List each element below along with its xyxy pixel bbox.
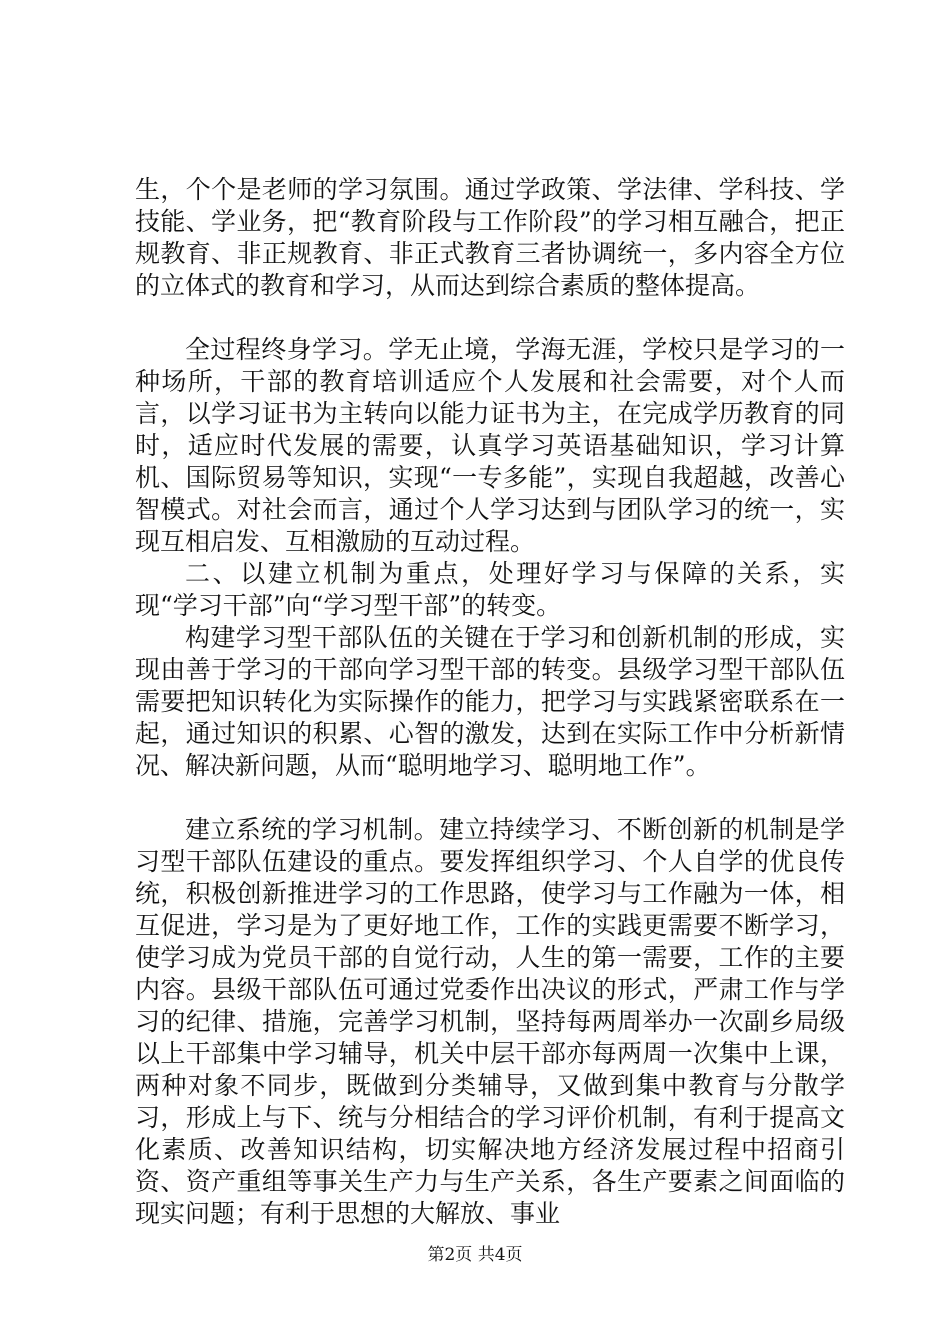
page-footer: 第2页 共4页 <box>427 1245 523 1265</box>
paragraph-continuation: 生，个个是老师的学习氛围。通过学政策、学法律、学科技、学技能、学业务，把“教育阶段与工作阶段”的学习相互融合，把正规教育、非正规教育、非正式教育三者协调统一，多内容全方位的立体式的教育和学习，从而达到综合素质的整体提高。 <box>135 175 845 300</box>
paragraph-lifelong-learning: 全过程终身学习。学无止境，学海无涯，学校只是学习的一种场所，干部的教育培训适应个人发展和社会需要，对个人而言，以学习证书为主转向以能力证书为主，在完成学历教育的同时，适应时代发展的需要，认真学习英语基础知识，学习计算机、国际贸易等知识，实现“一专多能”，实现自我超越，改善心智模式。对社会而言，通过个人学习达到与团队学习的统一，实现互相启发、互相激励的互动过程。 <box>135 335 845 556</box>
document-body <box>135 174 845 1230</box>
paragraph-learning-mechanism: 建立系统的学习机制。建立持续学习、不断创新的机制是学习型干部队伍建设的重点。要发挥组织学习、个人自学的优良传统，积极创新推进学习的工作思路，使学习与工作融为一体，相互促进，学习是为了更好地工作，工作的实践更需要不断学习，使学习成为党员干部的自觉行动，人生的第一需要，工作的主要内容。县级干部队伍可通过党委作出决议的形式，严肃工作与学习的纪律、措施，完善学习机制，坚持每两周举办一次副乡局级以上干部集中学习辅导，机关中层干部亦每两周一次集中上课，两种对象不同步，既做到分类辅导，又做到集中教育与分散学习，形成上与下、统与分相结合的学习评价机制，有利于提高文化素质、改善知识结构，切实解决地方经济发展过程中招商引资、资产重组等事关生产力与生产关系，各生产要素之间面临的现实问题；有利于思想的大解放、事业 <box>135 815 845 1228</box>
paragraph-mechanism-key: 构建学习型干部队伍的关键在于学习和创新机制的形成，实现由善于学习的干部向学习型干部的转变。县级学习型干部队伍需要把知识转化为实际操作的能力，把学习与实践紧密联系在一起，通过知识的积累、心智的激发，达到在实际工作中分析新情况、解决新问题，从而“聪明地学习、聪明地工作”。 <box>135 623 845 780</box>
section-heading-two: 二、以建立机制为重点，处理好学习与保障的关系，实现“学习干部”向“学习型干部”的转变。 <box>135 559 845 620</box>
